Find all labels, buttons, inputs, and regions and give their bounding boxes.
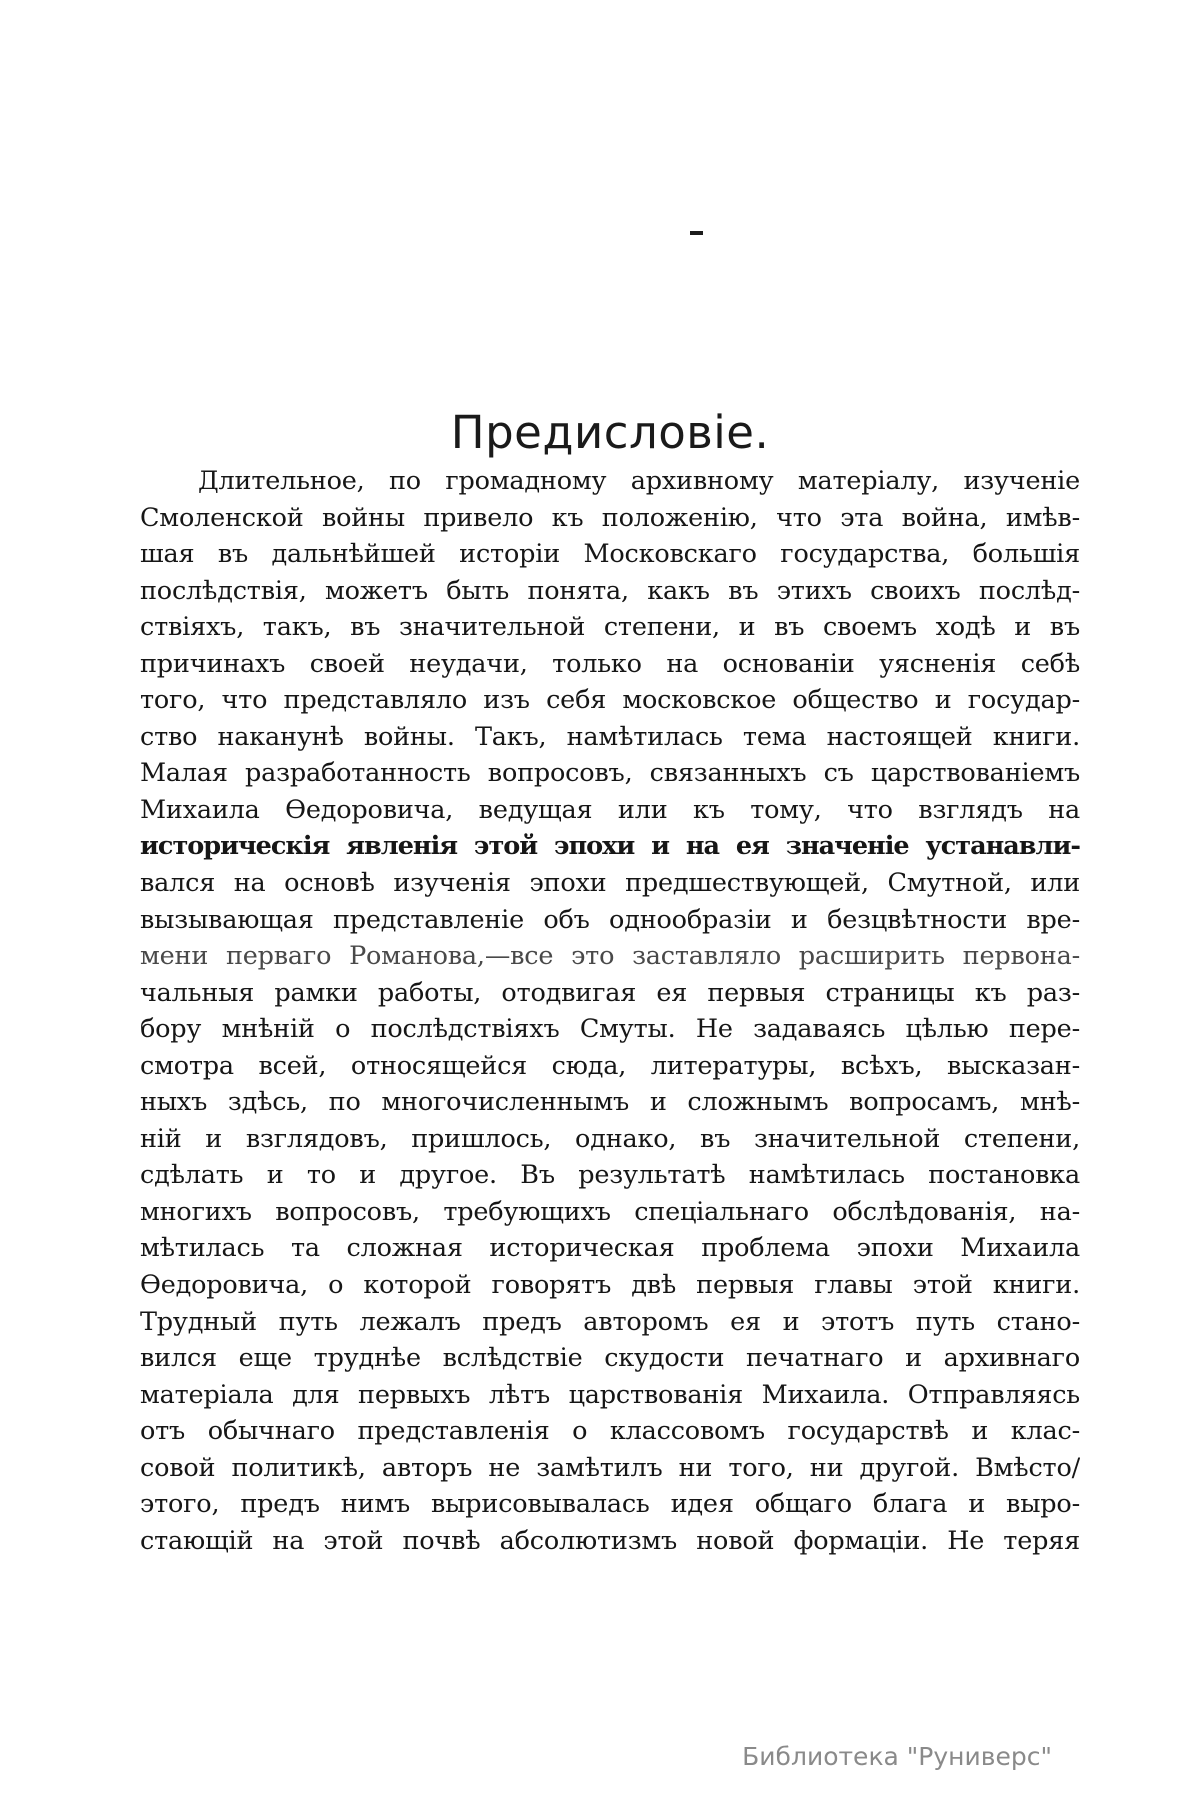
text-line: причинахъ своей неудачи, только на основаніи уясненія себѣ (140, 648, 1080, 679)
text-line: Длительное, по громадному архивному матеріалу, изученіе (198, 466, 1080, 496)
text-line: Ѳедоровича, о которой говорятъ двѣ первыя главы этой книги. (140, 1270, 1080, 1301)
text-line: смотра всей, относящейся сюда, литературы, всѣхъ, высказан- (140, 1050, 1080, 1081)
text-line: сдѣлать и то и другое. Въ результатѣ намѣтилась постановка (140, 1160, 1080, 1191)
text-line: мѣтилась та сложная историческая проблема эпохи Михаила (140, 1233, 1080, 1264)
text-line: бору мнѣній о послѣдствіяхъ Смуты. Не задаваясь цѣлью пере- (140, 1014, 1080, 1045)
text-line: Смоленской войны привело къ положенію, что эта война, имѣв- (140, 502, 1080, 533)
page-ornament-dash (690, 231, 703, 235)
body-text (140, 463, 1080, 1559)
text-line: ство наканунѣ войны. Такъ, намѣтилась тема настоящей книги. (140, 721, 1080, 752)
text-line: шая въ дальнѣйшей исторіи Московскаго государства, большія (140, 539, 1080, 570)
text-line: вился еще труднѣе вслѣдствіе скудости печатнаго и архивнаго (140, 1343, 1080, 1374)
text-line: совой политикѣ, авторъ не замѣтилъ ни того, ни другой. Вмѣсто/ (140, 1452, 1080, 1483)
text-line: Трудный путь лежалъ предъ авторомъ ея и этотъ путь стано- (140, 1306, 1080, 1337)
text-line: чальныя рамки работы, отодвигая ея первыя страницы къ раз- (140, 977, 1080, 1008)
text-line: многихъ вопросовъ, требующихъ спеціальнаго обслѣдованія, на- (140, 1196, 1080, 1227)
text-line: историческія явленія этой эпохи и на ея значеніе устанавли- (140, 831, 1080, 862)
text-line: того, что представляло изъ себя московское общество и государ- (140, 685, 1080, 716)
text-line: послѣдствія, можетъ быть понята, какъ въ этихъ своихъ послѣд- (140, 575, 1080, 606)
text-line: вызывающая представленіе объ однообразіи и безцвѣтности вре- (140, 904, 1080, 935)
page-title: Предисловіе. (450, 406, 770, 460)
text-line: Малая разработанность вопросовъ, связанныхъ съ царствованіемъ (140, 758, 1080, 789)
text-line: вался на основѣ изученія эпохи предшествующей, Смутной, или (140, 868, 1080, 899)
text-line: матеріала для первыхъ лѣтъ царствованія Михаила. Отправляясь (140, 1379, 1080, 1410)
text-line: стающій на этой почвѣ абсолютизмъ новой формаціи. Не теряя (140, 1525, 1080, 1556)
watermark-label: Библиотека "Руниверс" (742, 1742, 1052, 1771)
text-line: мени перваго Романова,—все это заставляло расширить первона- (140, 941, 1080, 972)
text-line: Михаила Ѳедоровича, ведущая или къ тому, что взглядъ на (140, 794, 1080, 825)
text-line: ствіяхъ, такъ, въ значительной степени, и въ своемъ ходѣ и въ (140, 612, 1080, 643)
text-line: отъ обычнаго представленія о классовомъ государствѣ и клас- (140, 1416, 1080, 1447)
text-line: этого, предъ нимъ вырисовывалась идея общаго блага и выро- (140, 1489, 1080, 1520)
text-line: ныхъ здѣсь, по многочисленнымъ и сложнымъ вопросамъ, мнѣ- (140, 1087, 1080, 1118)
text-line: ній и взглядовъ, пришлось, однако, въ значительной степени, (140, 1123, 1080, 1154)
